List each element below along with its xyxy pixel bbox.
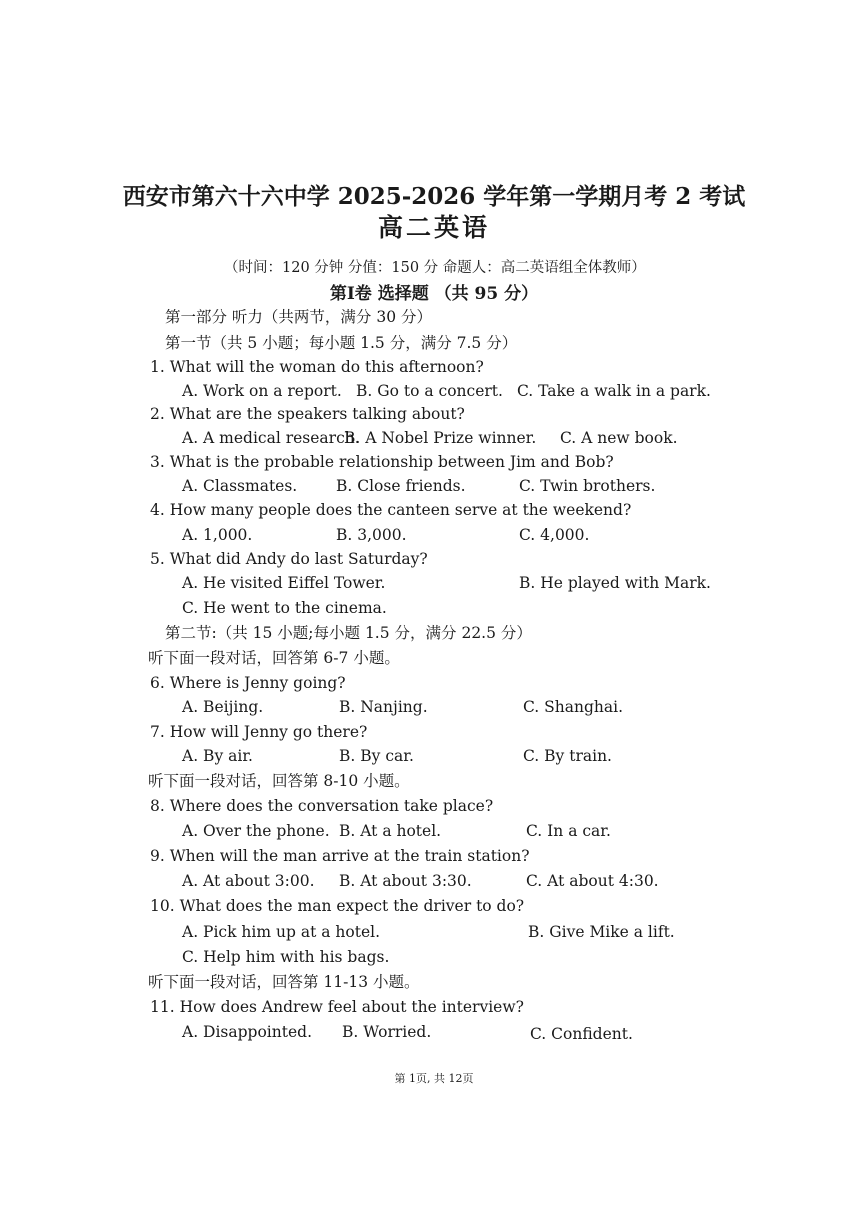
q3-option-a: A. Classmates.	[182, 477, 298, 495]
q4-option-a: A. 1,000.	[182, 526, 253, 544]
q2-option-a: A. A medical research.	[182, 429, 360, 447]
question-1: 1. What will the woman do this afternoon?	[150, 358, 484, 376]
volume-heading: 第Ⅰ卷 选择题 （共 95 分）	[329, 284, 539, 304]
question-6: 6. Where is Jenny going?	[150, 674, 346, 692]
q10-option-a: A. Pick him up at a hotel.	[182, 923, 380, 941]
listen-instruction-8-10: 听下面一段对话，回答第 8-10 小题。	[148, 772, 410, 790]
q8-option-a: A. Over the phone.	[182, 822, 330, 840]
question-3: 3. What is the probable relationship between Jim and Bob?	[150, 453, 614, 471]
q3-option-c: C. Twin brothers.	[519, 477, 656, 495]
q6-option-b: B. Nanjing.	[339, 698, 428, 716]
q5-option-c: C. He went to the cinema.	[182, 599, 387, 617]
listen-instruction-6-7: 听下面一段对话，回答第 6-7 小题。	[148, 649, 400, 667]
q1-option-c: C. Take a walk in a park.	[517, 382, 711, 400]
q5-option-b: B. He played with Mark.	[519, 574, 711, 592]
q5-option-a: A. He visited Eiffel Tower.	[182, 574, 386, 592]
exam-info: （时间：120 分钟 分值：150 分 命题人：高二英语组全体教师）	[224, 260, 646, 276]
question-9: 9. When will the man arrive at the train station?	[150, 847, 530, 865]
question-11: 11. How does Andrew feel about the interview?	[150, 998, 524, 1016]
question-10: 10. What does the man expect the driver to do?	[150, 897, 525, 915]
question-8: 8. Where does the conversation take place?	[150, 797, 494, 815]
q11-option-c: C. Confident.	[530, 1025, 633, 1043]
q8-option-b: B. At a hotel.	[339, 822, 442, 840]
q9-option-b: B. At about 3:30.	[339, 872, 472, 890]
q6-option-a: A. Beijing.	[182, 698, 264, 716]
q11-option-b: B. Worried.	[342, 1023, 432, 1041]
question-5: 5. What did Andy do last Saturday?	[150, 550, 428, 568]
q7-option-a: A. By air.	[182, 747, 253, 765]
q10-option-b: B. Give Mike a lift.	[528, 923, 675, 941]
part1-heading: 第一部分 听力（共两节，满分 30 分）	[165, 308, 433, 326]
section1-heading: 第一节（共 5 小题；每小题 1.5 分，满分 7.5 分）	[165, 334, 518, 352]
q9-option-a: A. At about 3:00.	[182, 872, 315, 890]
q2-option-c: C. A new book.	[560, 429, 678, 447]
question-2: 2. What are the speakers talking about?	[150, 405, 465, 423]
q9-option-c: C. At about 4:30.	[526, 872, 659, 890]
q10-option-c: C. Help him with his bags.	[182, 948, 390, 966]
question-7: 7. How will Jenny go there?	[150, 723, 368, 741]
q11-option-a: A. Disappointed.	[182, 1023, 312, 1041]
q1-option-b: B. Go to a concert.	[356, 382, 503, 400]
section2-heading: 第二节:（共 15 小题;每小题 1.5 分，满分 22.5 分）	[165, 624, 532, 642]
q8-option-c: C. In a car.	[526, 822, 611, 840]
q7-option-b: B. By car.	[339, 747, 414, 765]
question-4: 4. How many people does the canteen serve at the weekend?	[150, 501, 632, 519]
q3-option-b: B. Close friends.	[336, 477, 466, 495]
listen-instruction-11-13: 听下面一段对话，回答第 11-13 小题。	[148, 973, 420, 991]
q2-option-b: B. A Nobel Prize winner.	[344, 429, 537, 447]
exam-title: 西安市第六十六中学 2025-2026 学年第一学期月考 2 考试	[122, 183, 746, 210]
page-footer: 第 1页, 共 12页	[394, 1072, 474, 1085]
q7-option-c: C. By train.	[523, 747, 612, 765]
q4-option-b: B. 3,000.	[336, 526, 407, 544]
subject-title: 高二英语	[377, 213, 490, 242]
q4-option-c: C. 4,000.	[519, 526, 590, 544]
q6-option-c: C. Shanghai.	[523, 698, 624, 716]
q1-option-a: A. Work on a report.	[182, 382, 342, 400]
